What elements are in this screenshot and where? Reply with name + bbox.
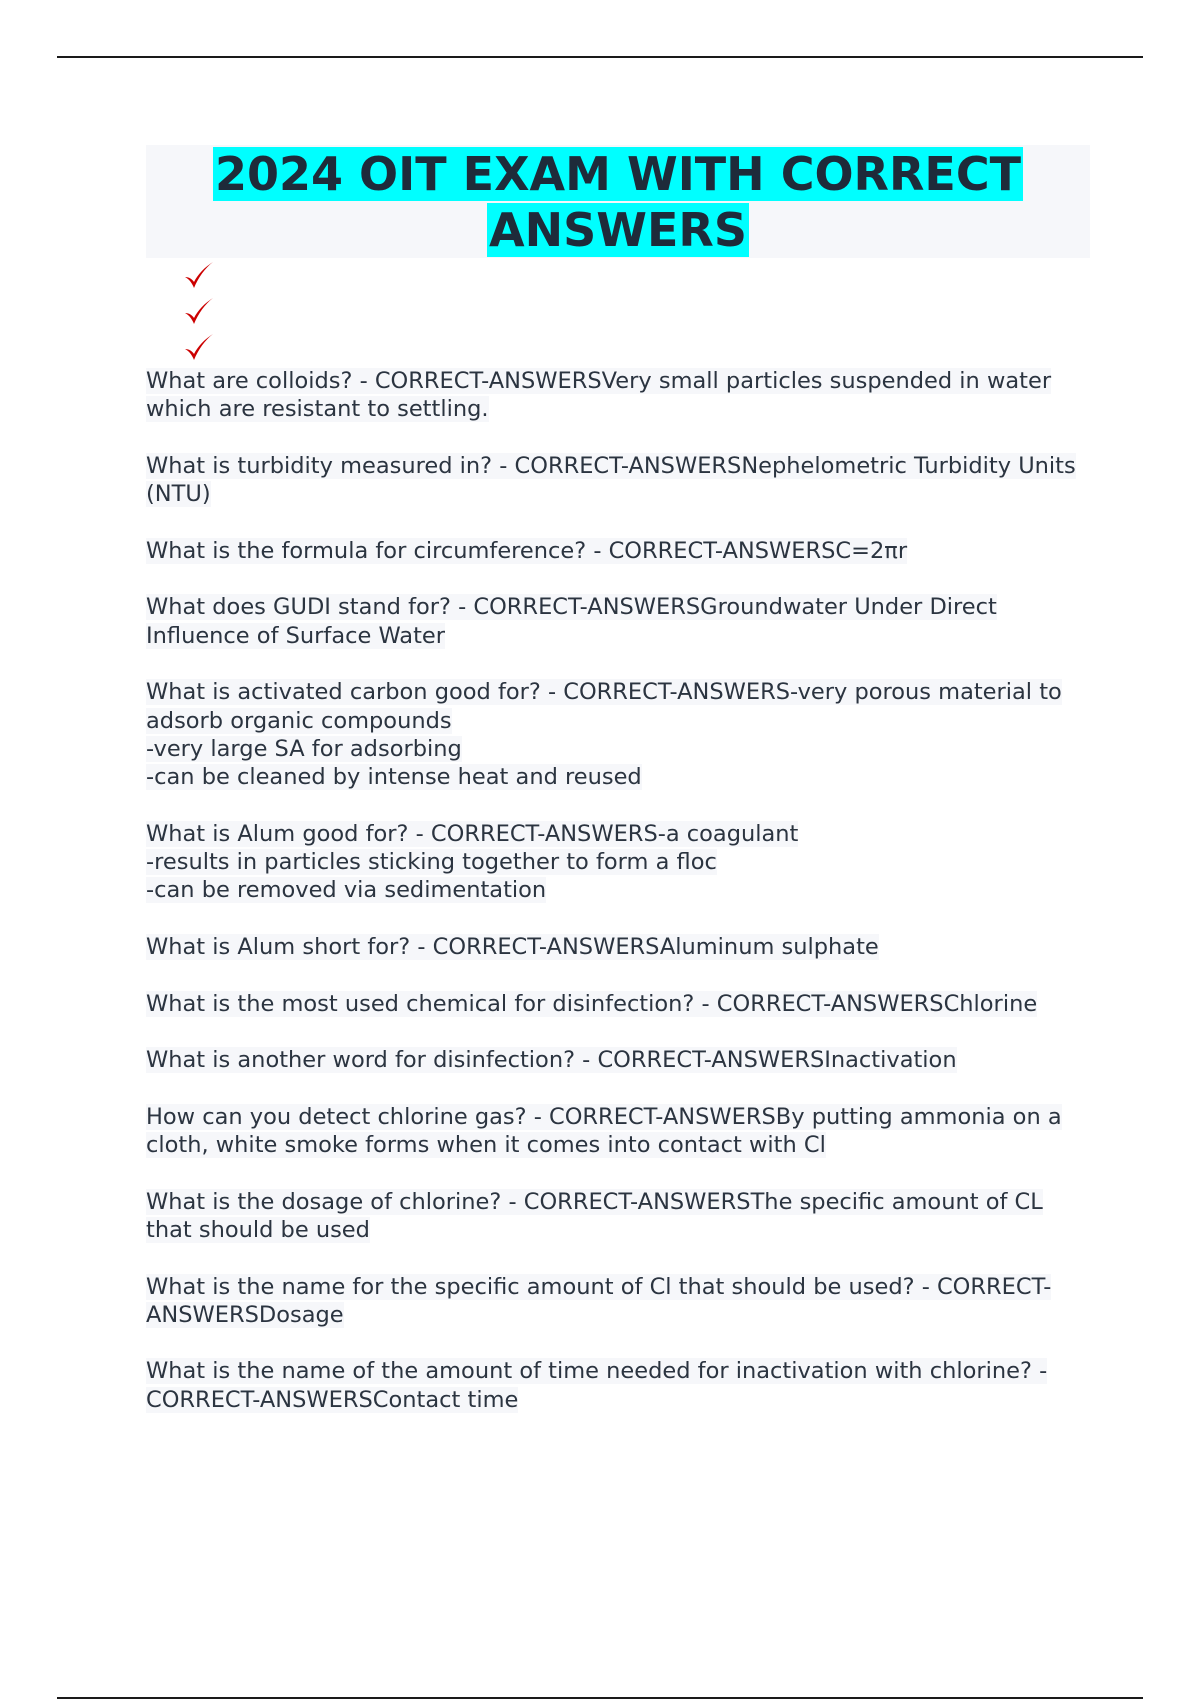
title-band xyxy=(146,145,1090,258)
document-title-highlight: 2024 OIT EXAM WITH CORRECT ANSWERS xyxy=(215,147,1021,257)
footer-rule xyxy=(57,1697,1143,1699)
qa-text: What is turbidity measured in? - CORRECT-ANSWERSNephelometric Turbidity Units (NTU) xyxy=(146,452,1076,508)
qa-text: What is Alum good for? - CORRECT-ANSWERS-a coagulant -results in particles sticking together to form a floc -can be removed via sedimentation xyxy=(146,820,799,904)
qa-text: What is another word for disinfection? - CORRECT-ANSWERSInactivation xyxy=(146,1047,957,1074)
checkmark-list xyxy=(146,258,1090,365)
checkmark-icon xyxy=(182,294,216,330)
qa-text: What is the most used chemical for disinfection? - CORRECT-ANSWERSChlorine xyxy=(146,990,1038,1017)
qa-text: How can you detect chlorine gas? - CORRECT-ANSWERSBy putting ammonia on a cloth, white smoke forms when it comes into contact with Cl xyxy=(146,1103,1062,1159)
qa-item xyxy=(146,820,1090,905)
qa-item xyxy=(146,990,1090,1018)
qa-item xyxy=(146,452,1090,509)
qa-text: What is the formula for circumference? - CORRECT-ANSWERSC=2πr xyxy=(146,537,908,564)
checkmark-icon xyxy=(182,258,216,294)
document-body xyxy=(146,145,1090,1442)
qa-text: What is the dosage of chlorine? - CORRECT-ANSWERSThe specific amount of CL that should be used xyxy=(146,1188,1043,1243)
qa-item xyxy=(146,367,1090,424)
qa-item xyxy=(146,933,1090,961)
qa-text: What is activated carbon good for? - CORRECT-ANSWERS-very porous material to adsorb organic compounds -very large SA for adsorbing -can be cleaned by intense heat and reused xyxy=(146,679,1062,791)
qa-text: What are colloids? - CORRECT-ANSWERSVery small particles suspended in water which are resistant to settling. xyxy=(146,368,1052,423)
qa-item xyxy=(146,678,1090,791)
qa-text: What is Alum short for? - CORRECT-ANSWERSAluminum sulphate xyxy=(146,933,879,960)
qa-text: What does GUDI stand for? - CORRECT-ANSWERSGroundwater Under Direct Influence of Surface Water xyxy=(146,594,997,649)
qa-text: What is the name of the amount of time needed for inactivation with chlorine? - CORRECT-ANSWERSContact time xyxy=(146,1358,1048,1413)
qa-item xyxy=(146,537,1090,565)
document-title xyxy=(146,145,1090,258)
header-rule xyxy=(57,56,1143,58)
qa-item xyxy=(146,1357,1090,1414)
qa-item xyxy=(146,1188,1090,1245)
qa-list xyxy=(146,367,1090,1414)
qa-item xyxy=(146,1273,1090,1330)
qa-item xyxy=(146,1103,1090,1160)
checkmark-icon xyxy=(182,330,216,366)
qa-text: What is the name for the specific amount of Cl that should be used? - CORRECT-ANSWERSDosage xyxy=(146,1273,1052,1328)
qa-item xyxy=(146,1046,1090,1074)
qa-item xyxy=(146,593,1090,650)
